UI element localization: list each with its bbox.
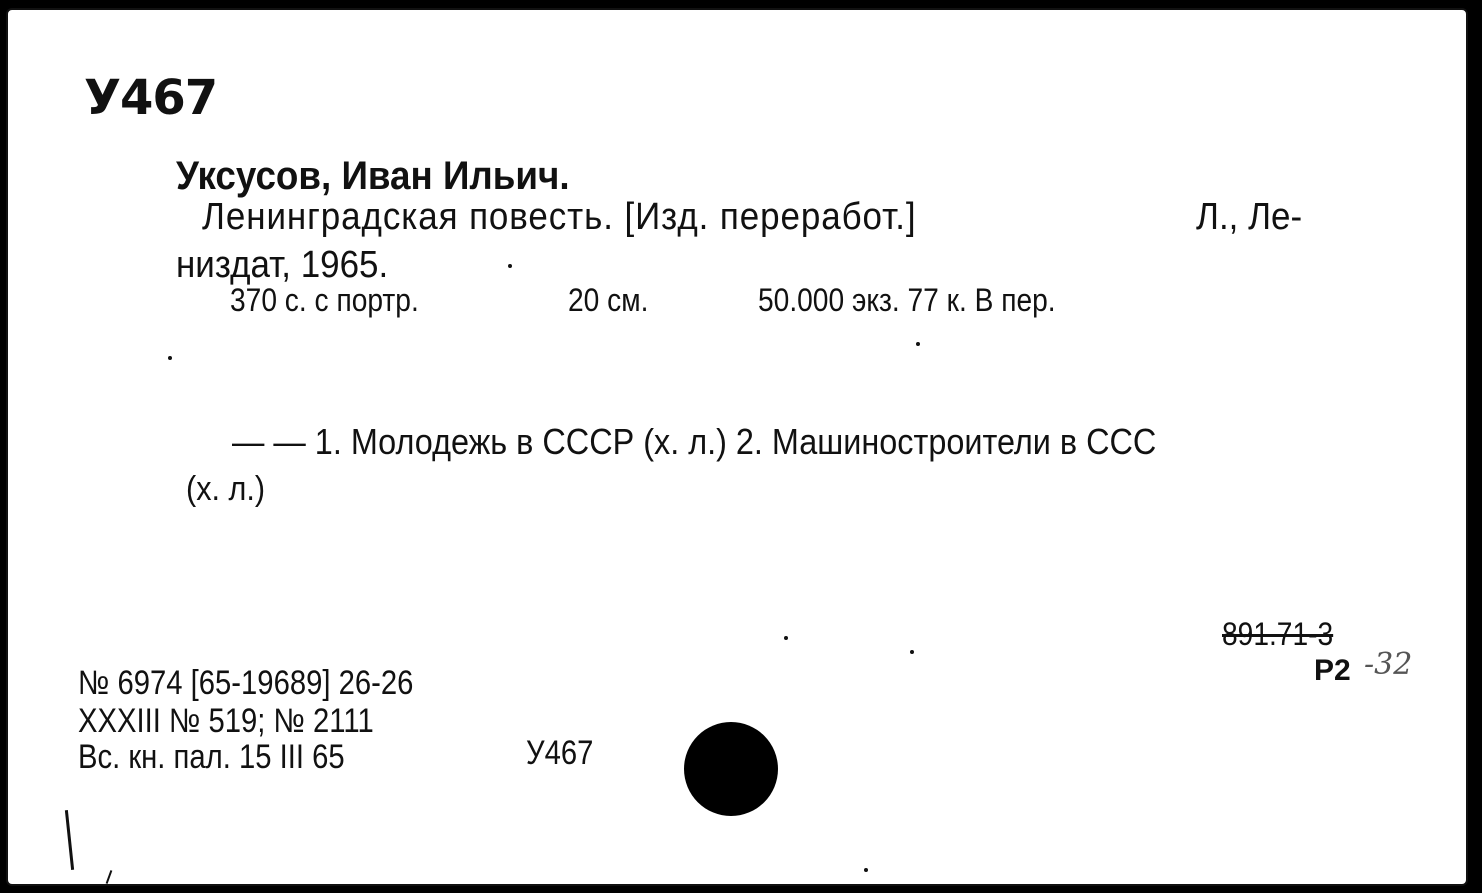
ink-speck	[508, 264, 512, 268]
title-statement: Ленинградская повесть. [Изд. переработ.]	[202, 196, 917, 238]
pencil-scratch	[65, 810, 74, 870]
ink-speck	[864, 868, 868, 872]
ink-speck	[784, 636, 788, 640]
handwritten-annotation: -32	[1364, 647, 1413, 682]
classification-mark: Р2	[1314, 654, 1351, 687]
punch-hole	[684, 722, 778, 816]
catalog-card	[6, 8, 1468, 886]
ink-speck	[916, 342, 920, 346]
record-chamber-date: Вс. кн. пал. 15 III 65	[78, 738, 345, 776]
record-volume: XXXIII № 519; № 2111	[78, 702, 374, 740]
print-run-price: 50.000 экз. 77 к. В пер.	[758, 282, 1056, 318]
subject-headings-continued: (х. л.)	[186, 470, 266, 508]
handwritten-call-number: У467	[84, 70, 218, 126]
collation-size: 20 см.	[568, 282, 649, 318]
classification-code: 891.71-3	[1222, 616, 1334, 652]
ink-speck	[910, 650, 914, 654]
publication-place: Л., Ле-	[1196, 196, 1303, 238]
subject-headings: — — 1. Молодежь в СССР (х. л.) 2. Машиностроители в ССС	[232, 421, 1157, 462]
author-heading: Уксусов, Иван Ильич.	[176, 154, 570, 198]
collation-pages: 370 с. с портр.	[230, 282, 419, 318]
record-call-number: У467	[526, 734, 594, 772]
ink-speck	[168, 356, 172, 360]
publisher-year: низдат, 1965.	[176, 244, 389, 286]
record-number: № 6974 [65-19689] 26-26	[78, 664, 414, 702]
pencil-scratch	[106, 870, 113, 884]
